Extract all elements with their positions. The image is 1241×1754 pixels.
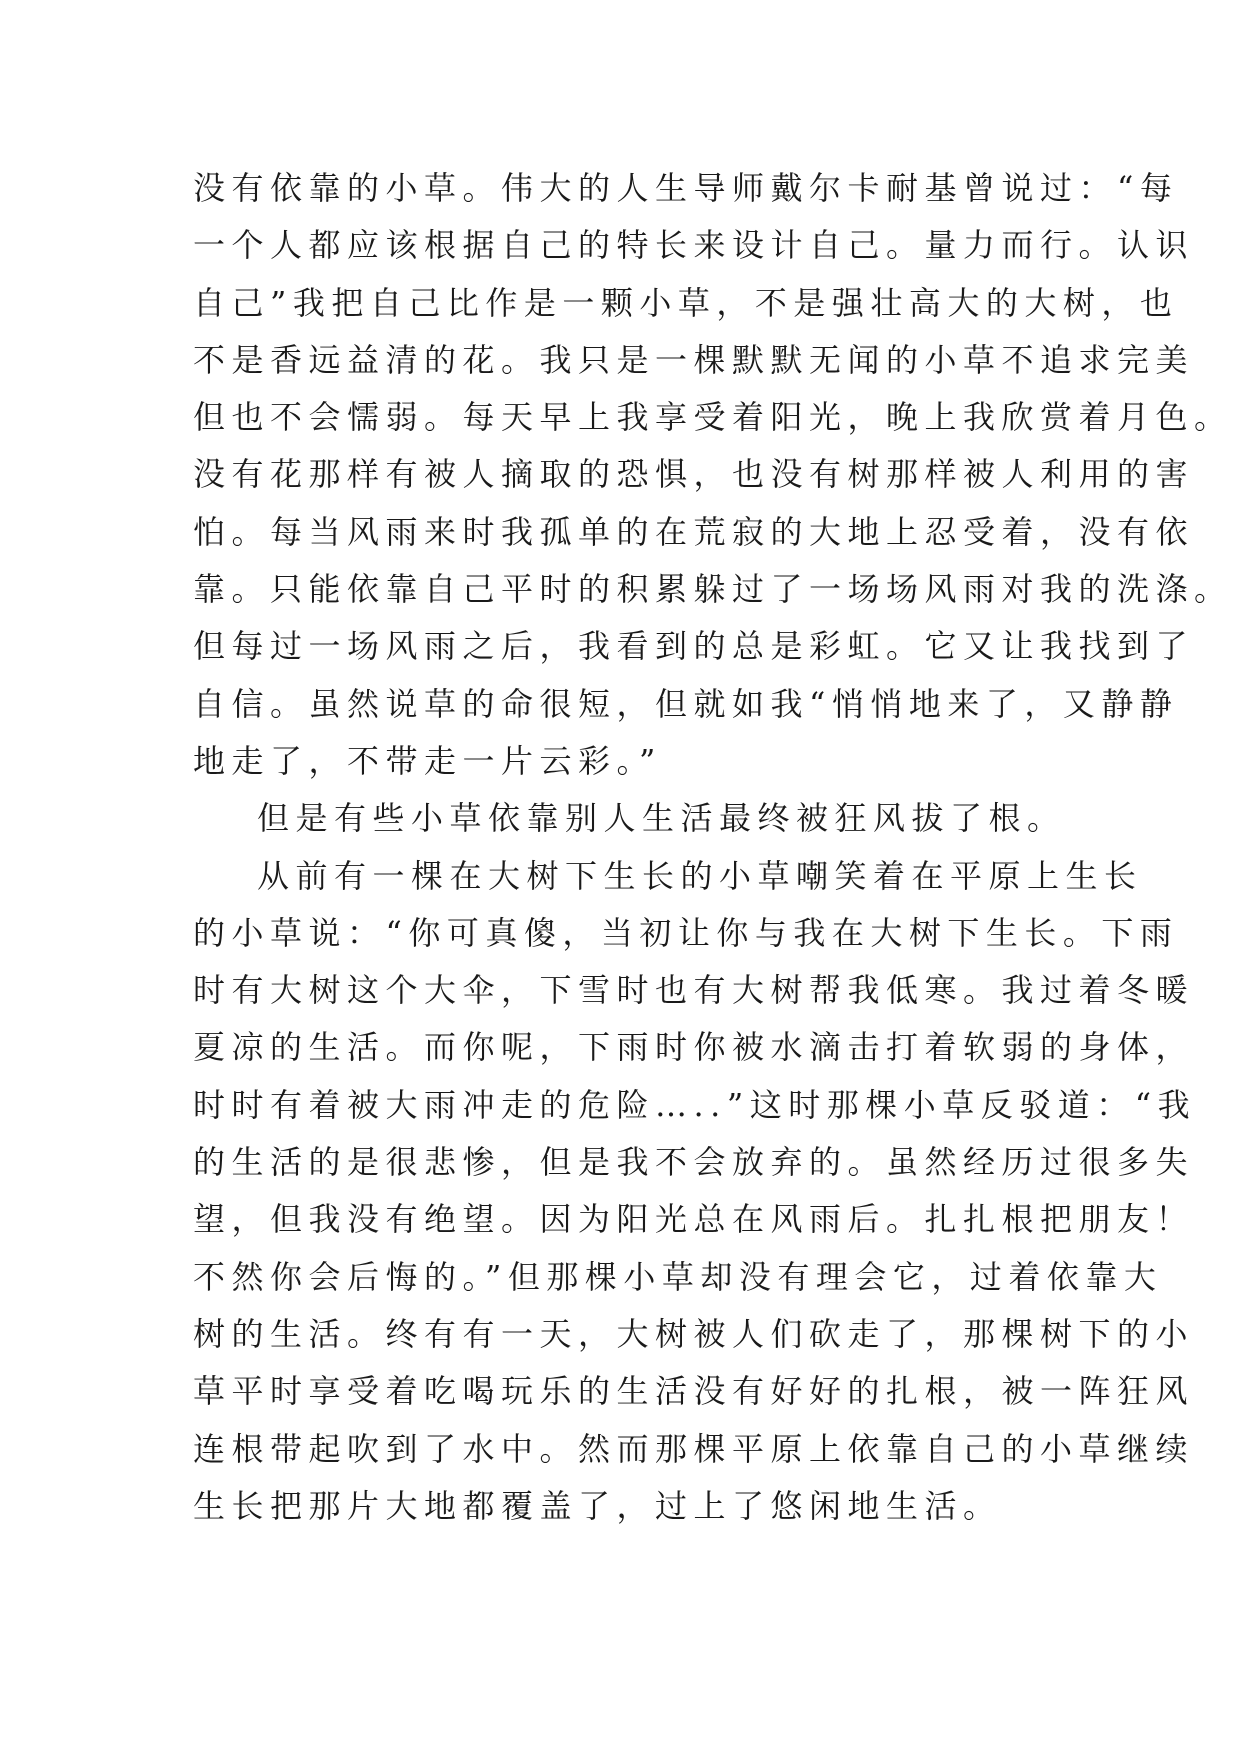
- text-line: 但也不会懦弱。每天早上我享受着阳光，晚上我欣赏着月色。: [193, 398, 1233, 437]
- text-line: 靠。只能依靠自己平时的积累躲过了一场场风雨对我的洗涤。: [193, 570, 1233, 609]
- paragraph-first-line: 但是有些小草依靠别人生活最终被狂风拔了根。: [257, 799, 1066, 838]
- text-line: 不然你会后悔的。”但那棵小草却没有理会它，过着依靠大: [193, 1257, 1163, 1296]
- text-line: 树的生活。终有有一天，大树被人们砍走了，那棵树下的小: [193, 1314, 1195, 1353]
- paragraph-first-line: 从前有一棵在大树下生长的小草嘲笑着在平原上生长: [257, 856, 1143, 895]
- text-line: 不是香远益清的花。我只是一棵默默无闻的小草不追求完美: [193, 340, 1195, 379]
- text-line: 没有花那样有被人摘取的恐惧，也没有树那样被人利用的害: [193, 455, 1195, 494]
- text-line: 自己”我把自己比作是一颗小草，不是强壮高大的大树，也: [193, 283, 1179, 322]
- text-line: 夏凉的生活。而你呢，下雨时你被水滴击打着软弱的身体，: [193, 1028, 1195, 1067]
- text-line: 草平时享受着吃喝玩乐的生活没有好好的扎根，被一阵狂风: [193, 1372, 1195, 1411]
- text-line: 但每过一场风雨之后，我看到的总是彩虹。它又让我找到了: [193, 627, 1195, 666]
- text-line: 连根带起吹到了水中。然而那棵平原上依靠自己的小草继续: [193, 1429, 1195, 1468]
- text-line: 生长把那片大地都覆盖了，过上了悠闲地生活。: [193, 1486, 1002, 1525]
- text-line: 怕。每当风雨来时我孤单的在荒寂的大地上忍受着，没有依: [193, 512, 1195, 551]
- text-line: 时有大树这个大伞，下雪时也有大树帮我低寒。我过着冬暖: [193, 971, 1195, 1010]
- text-line: 地走了，不带走一片云彩。”: [193, 741, 662, 780]
- text-line: 望，但我没有绝望。因为阳光总在风雨后。扎扎根把朋友！: [193, 1200, 1195, 1239]
- text-line: 一个人都应该根据自己的特长来设计自己。量力而行。认识: [193, 226, 1195, 265]
- text-line: 自信。虽然说草的命很短，但就如我“悄悄地来了，又静静: [193, 684, 1179, 723]
- text-line: 的生活的是很悲惨，但是我不会放弃的。虽然经历过很多失: [193, 1143, 1195, 1182]
- document-body-text: [193, 160, 1233, 1535]
- text-line: 没有依靠的小草。伟大的人生导师戴尔卡耐基曾说过：“每: [193, 169, 1179, 207]
- text-line: 时时有着被大雨冲走的危险…..”这时那棵小草反驳道：“我: [193, 1085, 1197, 1124]
- text-line: 的小草说：“你可真傻，当初让你与我在大树下生长。下雨: [193, 913, 1179, 952]
